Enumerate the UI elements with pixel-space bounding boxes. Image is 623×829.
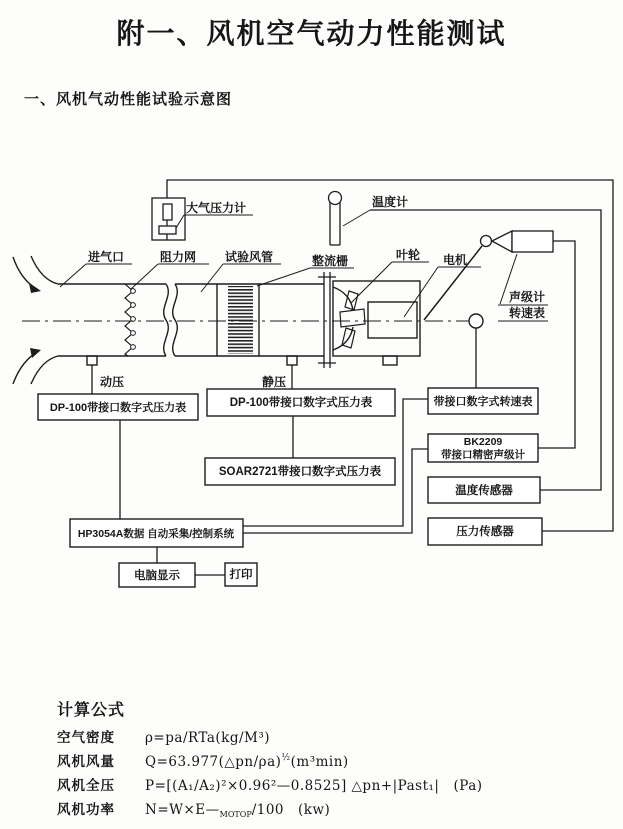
bellmouth-top	[31, 256, 58, 284]
pressure-sensor-text: 压力传感器	[456, 526, 514, 538]
fan-power-formula: $N=W\times E—_{MOTOP}/100$ (kw)	[145, 802, 331, 819]
dynamic-pressure-label: 动压	[100, 375, 125, 389]
impeller-blades	[340, 291, 365, 348]
print-text: 打印	[229, 569, 253, 581]
dynamic-pressure-tap	[87, 356, 97, 365]
computer-display-text: 电脑显示	[134, 570, 180, 582]
fan-flow-exponent: ½	[281, 753, 291, 763]
soar2721-text: SOAR2721带接口数字式压力表	[218, 466, 382, 478]
fan-power-label: 风机功率	[57, 802, 115, 817]
static-pressure-tap	[287, 356, 297, 365]
mic-body	[512, 231, 553, 252]
static-pressure-label: 静压	[262, 375, 287, 389]
digital-tachometer-text: 带接口数字式转速表	[433, 396, 533, 408]
air-density-label: 空气密度	[57, 730, 115, 745]
resistance-net-label: 阻力网	[160, 250, 197, 264]
thermometer-device	[329, 192, 342, 246]
formula-row-fan-power	[57, 798, 577, 822]
straightener-grid	[228, 286, 253, 354]
fan-mounting-foot	[383, 356, 397, 365]
tachometer-probe	[469, 314, 483, 328]
fan-housing	[333, 281, 420, 356]
test-fan-unit	[333, 281, 483, 365]
thermometer-label: 温度计	[372, 195, 409, 209]
inflow-arrowhead-top	[29, 283, 41, 293]
air-density-formula: ρ=pa/RTa(kg/M³)	[145, 730, 271, 746]
formula-row-air-density	[57, 726, 577, 750]
fan-total-pressure-label: 风机全压	[57, 778, 115, 793]
formula-row-fan-total-pressure	[57, 774, 577, 798]
inlet-label: 进气口	[88, 250, 125, 264]
dp100-static-text: DP-100带接口数字式压力表	[229, 397, 373, 409]
barometer-device	[152, 198, 185, 240]
section-heading: 一、风机气动性能试验示意图	[24, 91, 233, 108]
daq-system-text: HP3054A数据 自动采集/控制系统	[77, 528, 235, 540]
formula-section	[57, 697, 577, 822]
fan-power-subscript: MOTOP	[219, 810, 252, 819]
duct-break-symbol	[164, 284, 178, 356]
temperature-sensor-text: 温度传感器	[455, 485, 513, 497]
sound-level-meter-label: 声级计	[509, 290, 546, 304]
straightener-label: 整流栅	[312, 254, 349, 268]
tachometer-label: 转速表	[509, 306, 546, 320]
test-duct-label: 试验风管	[225, 250, 274, 264]
mic-capsule	[481, 236, 492, 247]
bellmouth-bottom	[31, 356, 58, 384]
fan-inlet-cone-top	[333, 287, 353, 310]
resistance-net-nodes	[131, 289, 136, 350]
motor-label: 电机	[443, 253, 468, 267]
fan-flow-label: 风机风量	[57, 754, 115, 769]
formula-row-fan-flow	[57, 750, 577, 774]
fan-total-pressure-formula: P=[(A₁/A₂)²×0.96²—0.8525] △pn+|Past₁| (Pa)	[145, 778, 483, 794]
wire-mic-to-bk2209	[538, 241, 575, 448]
bk2209-line2-text: 带接口精密声级计	[441, 449, 525, 461]
mic-cone	[492, 231, 512, 252]
bk2209-line1-text: BK2209	[463, 436, 503, 448]
motor-body	[368, 302, 417, 338]
dp100-dynamic-text: DP-100带接口数字式压力表	[49, 402, 187, 414]
instrument-box-labels	[50, 394, 533, 582]
page-title: 附一、风机空气动力性能测试	[116, 18, 507, 49]
wind-tunnel-duct	[13, 256, 472, 384]
barometer-label: 大气压力计	[186, 201, 247, 215]
fan-flow-formula: Q=63.977(△pn/ρa)$^{\frac{1}{2}}$(m³min)	[145, 753, 349, 770]
impeller-label: 叶轮	[396, 248, 421, 262]
formula-heading: 计算公式	[57, 702, 126, 719]
